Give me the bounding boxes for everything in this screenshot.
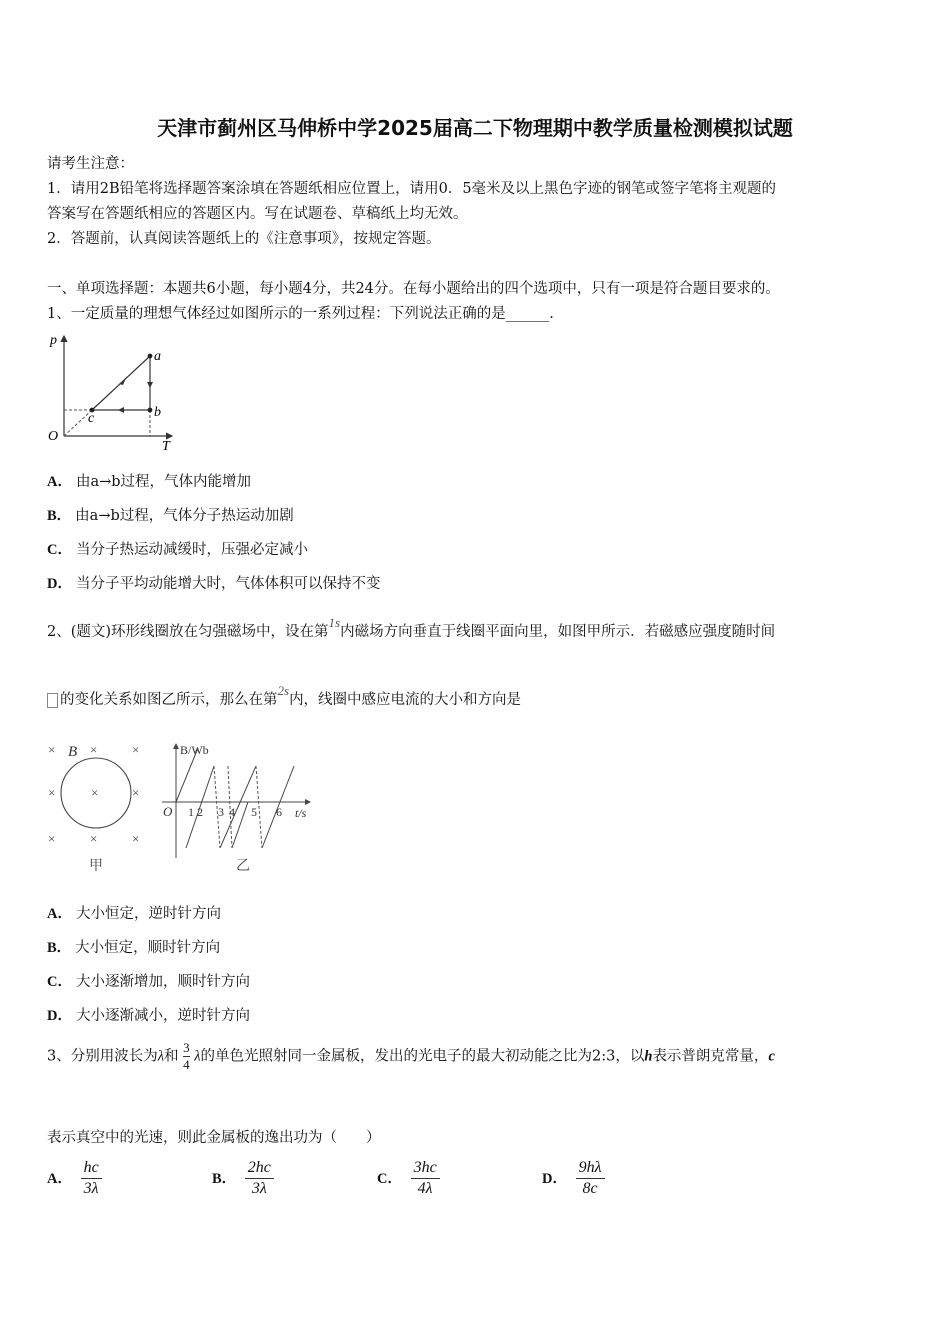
q1-option-b-label: B． xyxy=(47,508,72,524)
q1-option-a-label: A． xyxy=(47,474,72,490)
q2-stem-line1 xyxy=(47,615,776,641)
q3-and: 和 xyxy=(164,1048,179,1065)
q3-option-d-label: D． xyxy=(542,1170,567,1187)
q1-option-b-text: 由a→b过程，气体分子热运动加剧 xyxy=(75,508,294,524)
q1-option-d[interactable] xyxy=(47,572,380,593)
q3-part3: 表示普朗克常量， xyxy=(652,1048,769,1065)
q1-option-a-text: 由a→b过程，气体内能增加 xyxy=(75,474,252,490)
q3-lambda: λ xyxy=(157,1048,165,1065)
q2-option-a[interactable] xyxy=(47,902,221,923)
notice-heading: 请考生注意： xyxy=(47,156,134,172)
q1-option-b[interactable] xyxy=(47,504,294,525)
q2-option-c-label: C． xyxy=(47,974,72,990)
cross-icon: × xyxy=(48,831,56,846)
q2-part2: 内磁场方向垂直于线圈平面向里，如图甲所示．若磁感应强度随时间 xyxy=(340,624,776,640)
q1-c-label: c xyxy=(88,411,95,426)
q3-option-c-fraction: $\frac{3hc}{4\lambda}$ xyxy=(411,1158,440,1199)
q3-option-b-fraction: $\frac{2hc}{3\lambda}$ xyxy=(245,1158,274,1199)
q2-option-c-text: 大小逐渐增加，顺时针方向 xyxy=(75,974,250,990)
q3-stem-line2: 表示真空中的光速，则此金属板的逸出功为（ ） xyxy=(47,1130,381,1146)
q2-tick-5: 5 xyxy=(251,805,257,819)
q2-tick-3: 3 xyxy=(218,805,224,819)
q1-p-label: p xyxy=(50,333,57,348)
missing-glyph-icon xyxy=(47,693,58,708)
q3-frac-den: 4 xyxy=(183,1057,190,1072)
q2-figure-yi xyxy=(158,738,318,878)
notice-line-1a: 1．请用2B铅笔将选择题答案涂填在答题纸相应位置上，请用0．5毫米及以上黑色字迹的钢笔或签字笔将主观题的 xyxy=(47,181,777,197)
q1-option-c-text: 当分子热运动减缓时，压强必定减小 xyxy=(75,542,308,558)
q2-caption-yi: 乙 xyxy=(236,859,250,874)
q1-pt-graph xyxy=(44,330,184,454)
q1-t-label: T xyxy=(162,439,170,454)
q2-tick-4: 4 xyxy=(229,805,235,819)
q2-option-d[interactable] xyxy=(47,1004,250,1025)
q1-option-d-label: D． xyxy=(47,576,72,592)
q2-option-b-label: B． xyxy=(47,940,72,956)
q2-option-a-text: 大小恒定，逆时针方向 xyxy=(75,906,221,922)
q3-fraction xyxy=(183,1040,190,1073)
q1-origin-label: O xyxy=(48,429,59,444)
q3-option-c[interactable] xyxy=(377,1158,440,1199)
q3-c: c xyxy=(768,1048,775,1065)
q1-stem: 1、一定质量的理想气体经过如图所示的一系列过程：下列说法正确的是______. xyxy=(47,306,554,322)
q2-option-b[interactable] xyxy=(47,936,220,957)
q2-option-a-label: A． xyxy=(47,906,72,922)
cross-icon: × xyxy=(132,785,140,800)
q3-option-b-label: B． xyxy=(212,1170,237,1187)
q2-t1: 1s xyxy=(328,615,341,630)
section-heading: 一、单项选择题：本题共6小题，每小题4分，共24分。在每小题给出的四个选项中，只有一项是符合题目要求的。 xyxy=(47,281,780,297)
q3-option-a-fraction: $\frac{hc}{3\lambda}$ xyxy=(81,1158,102,1199)
q1-option-a[interactable] xyxy=(47,470,251,491)
q2-tick-2: 2 xyxy=(197,805,203,819)
q2-origin-label: O xyxy=(163,804,173,819)
q3-option-d-fraction: $\frac{9h\lambda}{8c}$ xyxy=(576,1158,605,1199)
cross-icon: × xyxy=(48,742,56,757)
q3-option-a[interactable] xyxy=(47,1158,102,1199)
q1-point-b xyxy=(148,408,153,413)
q2-part1: 2、(题文)环形线圈放在匀强磁场中，设在第 xyxy=(47,624,329,640)
cross-icon: × xyxy=(90,831,98,846)
q3-option-a-label: A． xyxy=(47,1170,72,1187)
q3-option-d[interactable] xyxy=(542,1158,605,1199)
q2-field-label: B xyxy=(68,744,78,760)
page-title: 天津市蓟州区马伸桥中学2025届高二下物理期中教学质量检测模拟试题 xyxy=(157,116,793,140)
notice-line-1b: 答案写在答题纸相应的答题区内。写在试题卷、草稿纸上均无效。 xyxy=(47,206,468,222)
q3-part1: 3、分别用波长为 xyxy=(47,1048,158,1065)
q2-option-d-label: D． xyxy=(47,1008,72,1024)
q2-x-label: t/s xyxy=(295,806,307,820)
q3-stem-line1 xyxy=(47,1040,775,1073)
cross-icon: × xyxy=(48,785,56,800)
q2-part4: 内，线圈中感应电流的大小和方向是 xyxy=(289,692,522,708)
q2-y-label: B/Wb xyxy=(180,743,209,757)
q2-t2: 2s xyxy=(277,683,290,698)
q3-part2: 的单色光照射同一金属板，发出的光电子的最大初动能之比为2:3，以 xyxy=(200,1048,645,1065)
q2-option-d-text: 大小逐渐减小，逆时针方向 xyxy=(75,1008,250,1024)
q3-lambda-2: λ xyxy=(194,1048,201,1065)
q2-option-b-text: 大小恒定，顺时针方向 xyxy=(75,940,221,956)
q3-h: h xyxy=(644,1048,653,1065)
q3-option-c-label: C． xyxy=(377,1170,402,1187)
q1-b-label: b xyxy=(154,405,161,420)
q2-tick-6: 6 xyxy=(276,805,282,819)
cross-icon: × xyxy=(132,831,140,846)
notice-line-2: 2．答题前，认真阅读答题纸上的《注意事项》，按规定答题。 xyxy=(47,231,441,247)
cross-icon: × xyxy=(91,785,99,800)
q1-option-c-label: C． xyxy=(47,542,72,558)
cross-icon: × xyxy=(90,742,98,757)
q3-option-b[interactable] xyxy=(212,1158,274,1199)
q3-frac-num: 3 xyxy=(183,1040,190,1055)
q2-stem-line2 xyxy=(47,683,522,709)
q1-option-d-text: 当分子平均动能增大时，气体体积可以保持不变 xyxy=(75,576,381,592)
q2-caption-jia: 甲 xyxy=(89,859,103,874)
q2-part3: 的变化关系如图乙所示，那么在第 xyxy=(60,692,278,708)
cross-icon: × xyxy=(132,742,140,757)
q2-figure-jia xyxy=(44,738,156,878)
q2-tick-1: 1 xyxy=(188,805,194,819)
q1-a-label: a xyxy=(154,349,161,364)
q1-option-c[interactable] xyxy=(47,538,308,559)
q2-option-c[interactable] xyxy=(47,970,250,991)
q1-point-a xyxy=(148,354,153,359)
